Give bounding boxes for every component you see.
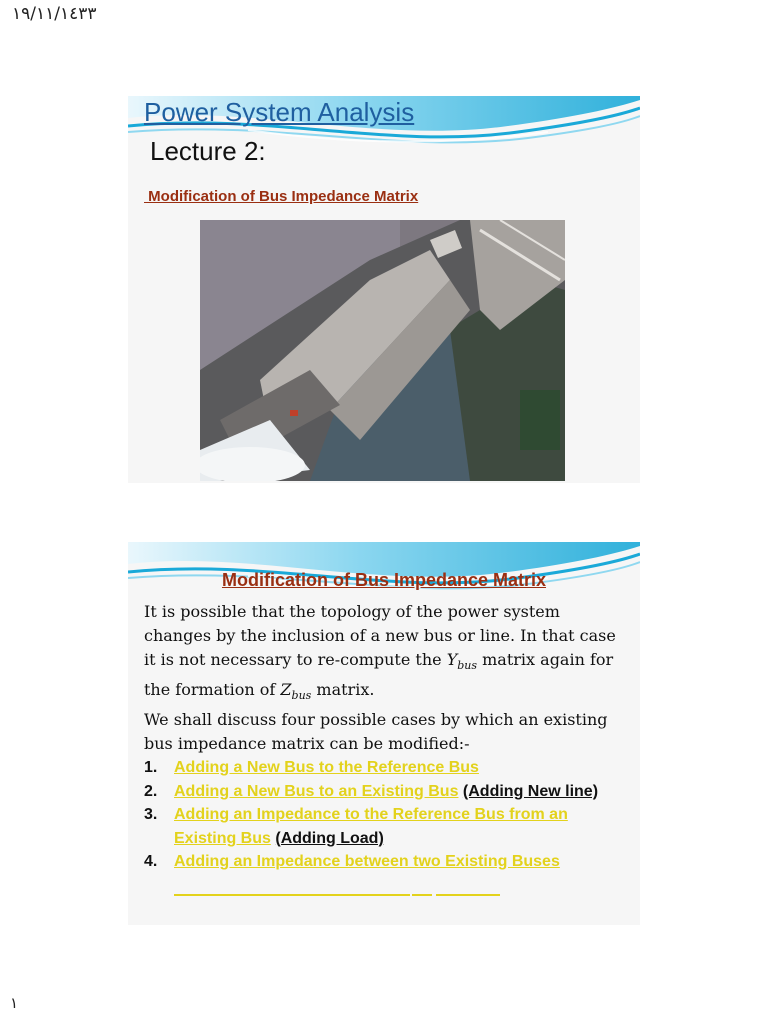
- case-link[interactable]: Adding an Impedance between two Existing Buses: [174, 853, 560, 870]
- slide-title: [128, 96, 640, 483]
- list-item: 3. Adding an Impedance to the Reference Bus from an Existing Bus (Adding Load): [144, 806, 568, 847]
- case-link[interactable]: Adding a New Bus to the Reference Bus: [174, 759, 479, 776]
- list-item: 2. Adding a New Bus to an Existing Bus (Adding New line): [144, 782, 599, 800]
- underline-rule: [174, 894, 500, 896]
- case-link[interactable]: Adding a New Bus to an Existing Bus: [174, 782, 459, 800]
- header-date: ١٩/١١/١٤٣٣: [12, 4, 97, 24]
- lecture-subtitle: Modification of Bus Impedance Matrix: [144, 188, 419, 205]
- z-bus-symbol: $Z_{bus}$: [280, 680, 312, 703]
- cases-intro-paragraph: We shall discuss four possible cases by which an existing bus impedance matrix can be modified:-: [144, 710, 608, 754]
- dam-photo: [200, 220, 565, 481]
- lecture-number: Lecture 2:: [150, 136, 266, 166]
- list-item: 1. Adding a New Bus to the Reference Bus: [144, 759, 479, 776]
- body-text: [144, 600, 632, 756]
- case-note: (Adding Load): [275, 829, 384, 847]
- case-link[interactable]: Adding an Impedance to the Reference Bus from an Existing Bus: [174, 806, 568, 847]
- y-bus-symbol: $Y_{bus}$: [446, 650, 478, 673]
- case-note: (Adding New line): [462, 782, 599, 800]
- presentation-title: Power System Analysis: [144, 97, 415, 127]
- slide-heading: Modification of Bus Impedance Matrix: [221, 570, 547, 590]
- slide-content: [128, 542, 640, 925]
- intro-paragraph: It is possible that the topology of the power system changes by the inclusion of a new bus or line. In that case it is not necessary to re-compute the $Y_{bus}$ matrix again for the formation of $Z_{bus}$ matrix.: [144, 602, 616, 703]
- cases-list: [144, 756, 632, 874]
- page-number: ١: [10, 994, 19, 1012]
- list-item: 4. Adding an Impedance between two Existing Buses: [144, 853, 560, 870]
